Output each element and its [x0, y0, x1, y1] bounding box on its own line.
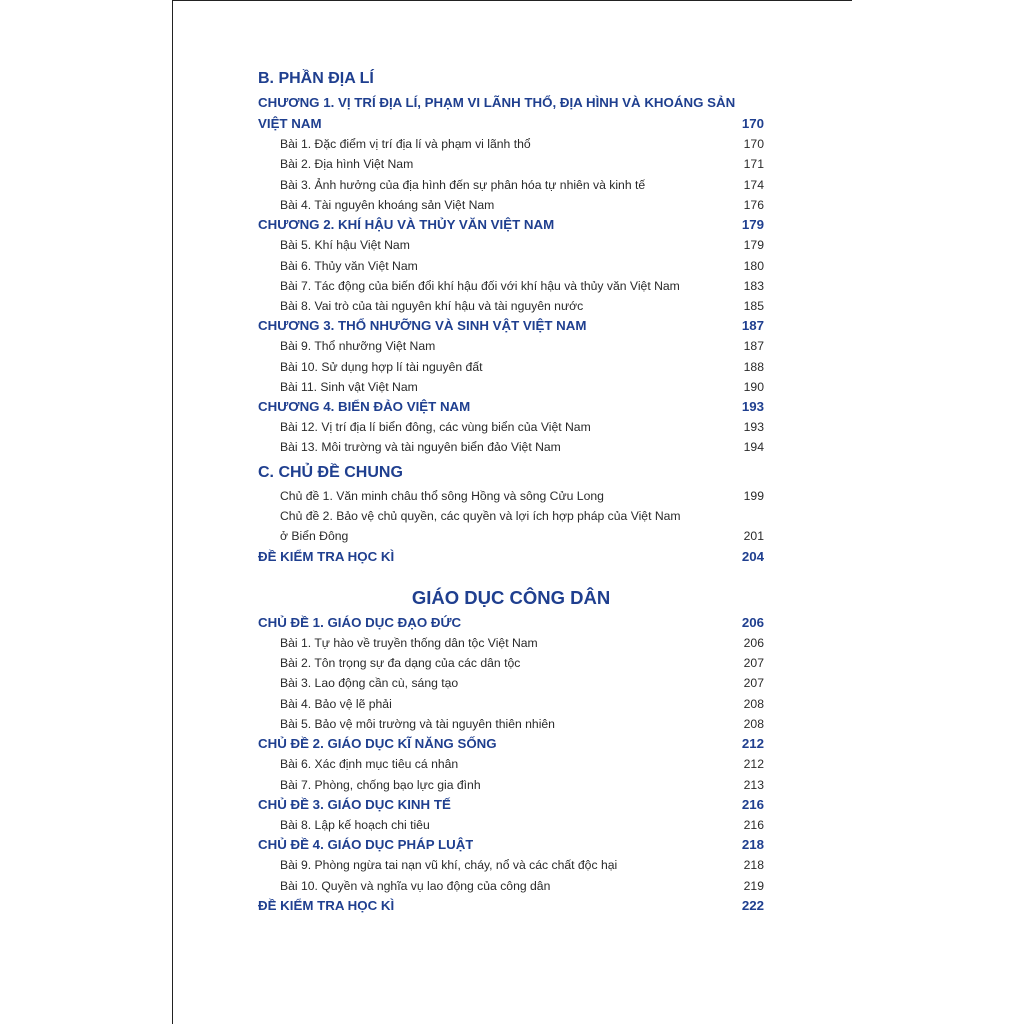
lesson-title: Bài 6. Xác định mục tiêu cá nhân: [280, 757, 459, 772]
lesson-title: Bài 13. Môi trường và tài nguyên biển đảo Việt Nam: [280, 440, 561, 455]
lesson-title: Bài 3. Lao động cần cù, sáng tạo: [280, 676, 459, 691]
page-edge-top: [172, 0, 852, 1]
topic-page: 206: [741, 614, 764, 630]
lesson-title: Bài 9. Thổ nhưỡng Việt Nam: [280, 339, 436, 354]
toc-lesson-5[interactable]: [258, 235, 764, 255]
chapter-3-entry[interactable]: [258, 316, 764, 336]
lesson-page: 188: [743, 359, 764, 374]
lesson-title: Bài 3. Ảnh hưởng của địa hình đến sự phân hóa tự nhiên và kinh tế: [280, 177, 646, 192]
exam-page: 204: [741, 548, 764, 564]
civic-lesson-7[interactable]: [258, 775, 764, 795]
toc-exam-geography[interactable]: [258, 547, 764, 567]
toc-lesson-8[interactable]: [258, 296, 764, 316]
lesson-title: Bài 4. Tài nguyên khoáng sản Việt Nam: [280, 197, 495, 212]
lesson-title: Bài 6. Thủy văn Việt Nam: [280, 258, 418, 273]
toc-common-topic-2[interactable]: [258, 526, 764, 546]
civic-topic-1-entry[interactable]: [258, 613, 764, 633]
topic-title: CHỦ ĐỀ 2. GIÁO DỤC KĨ NĂNG SỐNG: [258, 736, 497, 752]
lesson-page: 185: [743, 298, 764, 313]
lesson-page: 190: [743, 379, 764, 394]
lesson-page: 218: [743, 858, 764, 873]
chapter-1-entry[interactable]: [258, 114, 764, 134]
lesson-page: 216: [743, 818, 764, 832]
toc-lesson-3[interactable]: [258, 175, 764, 195]
lesson-page: 213: [743, 777, 764, 792]
part-title-geography: B. PHẦN ĐỊA LÍ: [258, 70, 374, 87]
section-heading-civic: GIÁO DỤC CÔNG DÂN: [411, 586, 611, 608]
topic-page: 218: [741, 837, 764, 853]
lesson-title: Bài 4. Bảo vệ lẽ phải: [280, 696, 392, 711]
civic-lesson-6[interactable]: [258, 754, 764, 774]
civic-lesson-3[interactable]: [258, 673, 764, 693]
lesson-page: 187: [743, 339, 764, 354]
lesson-title: Bài 7. Tác động của biến đổi khí hậu đối với khí hậu và thủy văn Việt Nam: [280, 278, 680, 293]
lesson-title: Bài 10. Sử dụng hợp lí tài nguyên đất: [280, 359, 483, 374]
toc-lesson-7[interactable]: [258, 276, 764, 296]
table-of-contents: [258, 66, 764, 916]
lesson-page: 194: [743, 440, 764, 455]
chapter-4-entry[interactable]: [258, 397, 764, 417]
lesson-title: Bài 2. Tôn trọng sự đa dạng của các dân tộc: [280, 656, 521, 671]
exam-title: ĐỀ KIỂM TRA HỌC KÌ: [258, 897, 395, 913]
topic-title: CHỦ ĐỀ 1. GIÁO DỤC ĐẠO ĐỨC: [258, 614, 462, 630]
lesson-page: 208: [743, 716, 764, 731]
topic-title-line2: ở Biển Đông: [280, 529, 349, 544]
lesson-page: 179: [743, 238, 764, 253]
toc-lesson-6[interactable]: [258, 256, 764, 276]
lesson-page: 170: [743, 137, 764, 152]
lesson-page: 193: [743, 420, 764, 435]
lesson-page: 180: [743, 258, 764, 273]
lesson-page: 212: [743, 757, 764, 772]
chapter-title: CHƯƠNG 2. KHÍ HẬU VÀ THỦY VĂN VIỆT NAM: [258, 217, 555, 233]
topic-title: CHỦ ĐỀ 3. GIÁO DỤC KINH TẾ: [258, 796, 451, 812]
lesson-page: 174: [743, 177, 764, 192]
lesson-title: Bài 1. Đặc điểm vị trí địa lí và phạm vi lãnh thổ: [280, 137, 531, 152]
chapter-2-entry[interactable]: [258, 215, 764, 235]
exam-title: ĐỀ KIỂM TRA HỌC KÌ: [258, 548, 395, 564]
topic-title: CHỦ ĐỀ 4. GIÁO DỤC PHÁP LUẬT: [258, 837, 474, 853]
civic-lesson-8[interactable]: [258, 815, 764, 835]
lesson-title: Bài 8. Lập kế hoạch chi tiêu: [280, 818, 430, 832]
topic-page: 212: [741, 736, 764, 752]
part-title-common-topics: C. CHỦ ĐỀ CHUNG: [258, 463, 403, 481]
civic-lesson-9[interactable]: [258, 855, 764, 875]
toc-lesson-9[interactable]: [258, 336, 764, 356]
toc-lesson-4[interactable]: [258, 195, 764, 215]
lesson-page: 207: [743, 676, 764, 691]
lesson-title: Bài 5. Bảo vệ môi trường và tài nguyên thiên nhiên: [280, 716, 555, 731]
civic-lesson-5[interactable]: [258, 714, 764, 734]
civic-topic-4-entry[interactable]: [258, 835, 764, 855]
topic-page: 201: [743, 529, 764, 544]
chapter-page: 187: [741, 318, 764, 334]
lesson-page: 176: [743, 197, 764, 212]
lesson-page: 171: [743, 157, 764, 172]
page-edge-left: [172, 0, 173, 1024]
lesson-page: 219: [743, 878, 764, 893]
toc-lesson-1[interactable]: [258, 134, 764, 154]
chapter-page: 193: [741, 398, 764, 414]
lesson-title: Bài 7. Phòng, chống bạo lực gia đình: [280, 777, 481, 792]
chapter-title: CHƯƠNG 3. THỔ NHƯỠNG VÀ SINH VẬT VIỆT NAM: [258, 318, 587, 334]
lesson-title: Bài 10. Quyền và nghĩa vụ lao động của công dân: [280, 878, 551, 893]
civic-lesson-1[interactable]: [258, 633, 764, 653]
lesson-page: 206: [743, 636, 764, 651]
chapter-page: 179: [741, 217, 764, 233]
toc-lesson-10[interactable]: [258, 357, 764, 377]
toc-exam-civic[interactable]: [258, 896, 764, 916]
lesson-title: Bài 11. Sinh vật Việt Nam: [280, 379, 418, 394]
chapter-1-page: 170: [741, 116, 764, 131]
lesson-title: Bài 8. Vai trò của tài nguyên khí hậu và tài nguyên nước: [280, 298, 584, 313]
lesson-title: Bài 9. Phòng ngừa tai nạn vũ khí, cháy, nổ và các chất độc hại: [280, 858, 618, 873]
civic-lesson-4[interactable]: [258, 694, 764, 714]
chapter-1-title-line2: VIỆT NAM: [258, 116, 322, 131]
topic-page: 199: [743, 488, 764, 503]
civic-topic-2-entry[interactable]: [258, 734, 764, 754]
toc-common-topic-1[interactable]: [258, 486, 764, 506]
toc-lesson-12[interactable]: [258, 417, 764, 437]
lesson-page: 207: [743, 656, 764, 671]
civic-lesson-10[interactable]: [258, 876, 764, 896]
lesson-title: Bài 2. Địa hình Việt Nam: [280, 157, 414, 172]
exam-page: 222: [741, 897, 764, 913]
lesson-title: Bài 1. Tự hào về truyền thống dân tộc Việt Nam: [280, 636, 538, 651]
lesson-title: Bài 5. Khí hậu Việt Nam: [280, 238, 410, 253]
toc-lesson-13[interactable]: [258, 437, 764, 457]
toc-lesson-2[interactable]: [258, 154, 764, 174]
topic-page: 216: [741, 796, 764, 812]
lesson-title: Bài 12. Vị trí địa lí biển đông, các vùng biển của Việt Nam: [280, 420, 591, 435]
lesson-page: 208: [743, 696, 764, 711]
lesson-page: 183: [743, 278, 764, 293]
chapter-1-title-line1: CHƯƠNG 1. VỊ TRÍ ĐỊA LÍ, PHẠM VI LÃNH THỔ, ĐỊA HÌNH VÀ KHOÁNG SẢN: [258, 95, 736, 110]
civic-lesson-2[interactable]: [258, 653, 764, 673]
toc-common-topic-2-line1: Chủ đề 2. Bảo vệ chủ quyền, các quyền và lợi ích hợp pháp của Việt Nam: [280, 508, 681, 523]
topic-title: Chủ đề 1. Văn minh châu thổ sông Hồng và sông Cửu Long: [280, 488, 604, 503]
toc-lesson-11[interactable]: [258, 377, 764, 397]
chapter-title: CHƯƠNG 4. BIỂN ĐẢO VIỆT NAM: [258, 398, 471, 414]
civic-topic-3-entry[interactable]: [258, 795, 764, 815]
